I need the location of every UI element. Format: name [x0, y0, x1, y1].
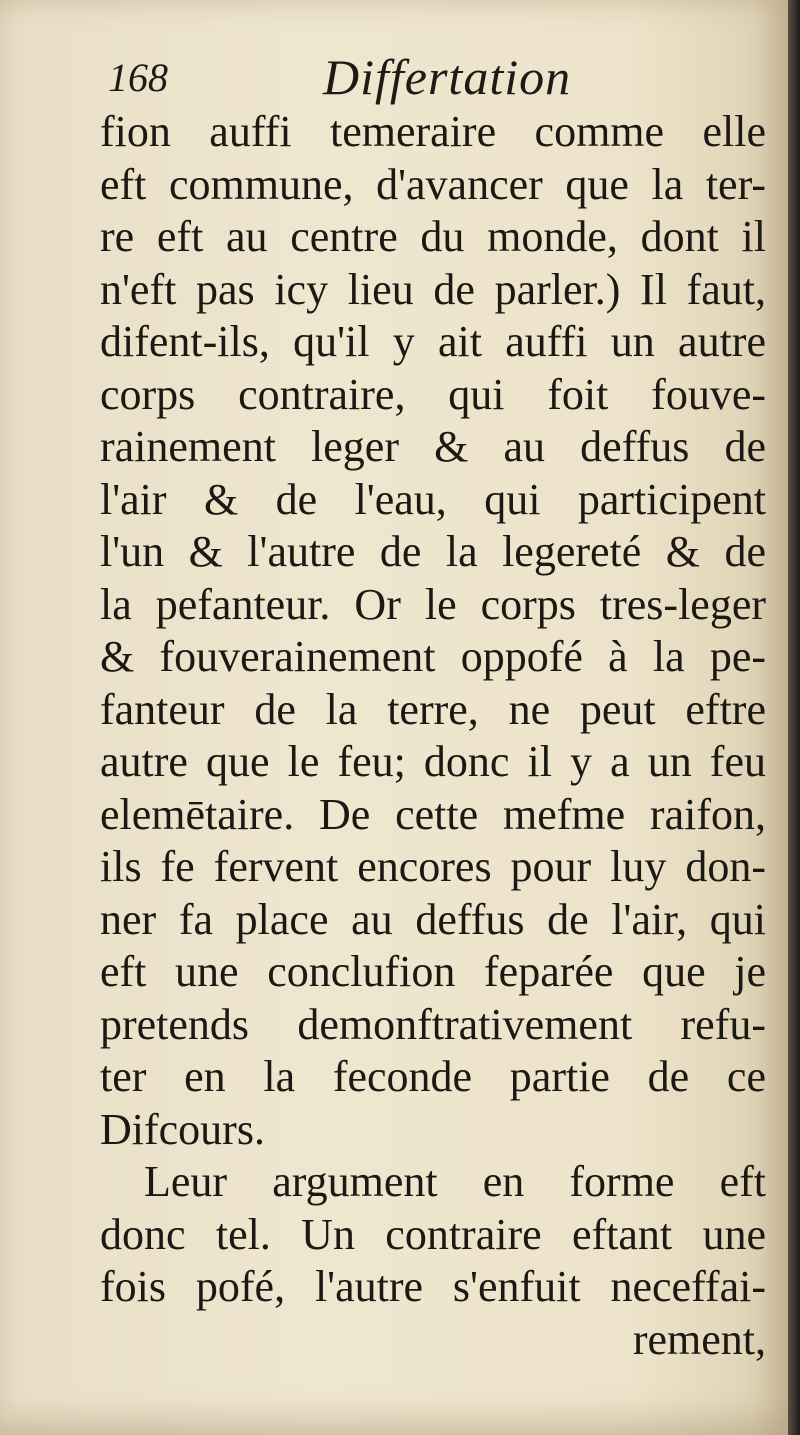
catchword: rement, — [632, 1314, 766, 1364]
text-line: ner fa place au deffus de l'air, qui — [100, 894, 766, 944]
text-line: rainement leger & au deffus de — [100, 422, 766, 471]
text-line: Difcours. — [100, 1104, 265, 1154]
text-line: l'air & de l'eau, qui participent — [100, 474, 766, 524]
text-line: l'un & l'autre de la legereté & de — [100, 527, 766, 576]
text-line: eft commune, d'avancer que la ter- — [100, 159, 766, 209]
page-header — [108, 48, 668, 108]
running-title: Differtation — [323, 49, 572, 105]
text-line: elemētaire. De cette mefme raifon, — [100, 789, 766, 839]
text-line: re eft au centre du monde, dont il — [100, 212, 766, 261]
text-line: ter en la feconde partie de ce — [100, 1052, 766, 1101]
text-line: n'eft pas icy lieu de parler.) Il faut, — [100, 264, 766, 314]
text-line: donc tel. Un contraire eftant une — [100, 1209, 766, 1259]
text-line: fion auffi temeraire comme elle — [100, 107, 766, 156]
text-line: corps contraire, qui foit fouve- — [100, 369, 766, 419]
body-text — [100, 106, 766, 1366]
text-line: fois pofé, l'autre s'enfuit neceffai- — [100, 1262, 766, 1311]
text-line: ils fe fervent encores pour luy don- — [100, 842, 766, 891]
book-edge — [788, 0, 800, 1435]
text-line: la pefanteur. Or le corps tres-leger — [100, 579, 766, 629]
page-number: 168 — [108, 55, 168, 100]
text-line: pretends demonftrativement refu- — [100, 999, 766, 1049]
text-line: & fouverainement oppofé à la pe- — [100, 632, 766, 681]
text-line: eft une conclufion feparée que je — [100, 947, 766, 996]
text-line: autre que le feu; donc il y a un feu — [100, 737, 766, 786]
text-line: difent-ils, qu'il y ait auffi un autre — [100, 317, 766, 366]
text-line: fanteur de la terre, ne peut eftre — [100, 684, 766, 734]
text-line: Leur argument en forme eft — [144, 1157, 766, 1206]
